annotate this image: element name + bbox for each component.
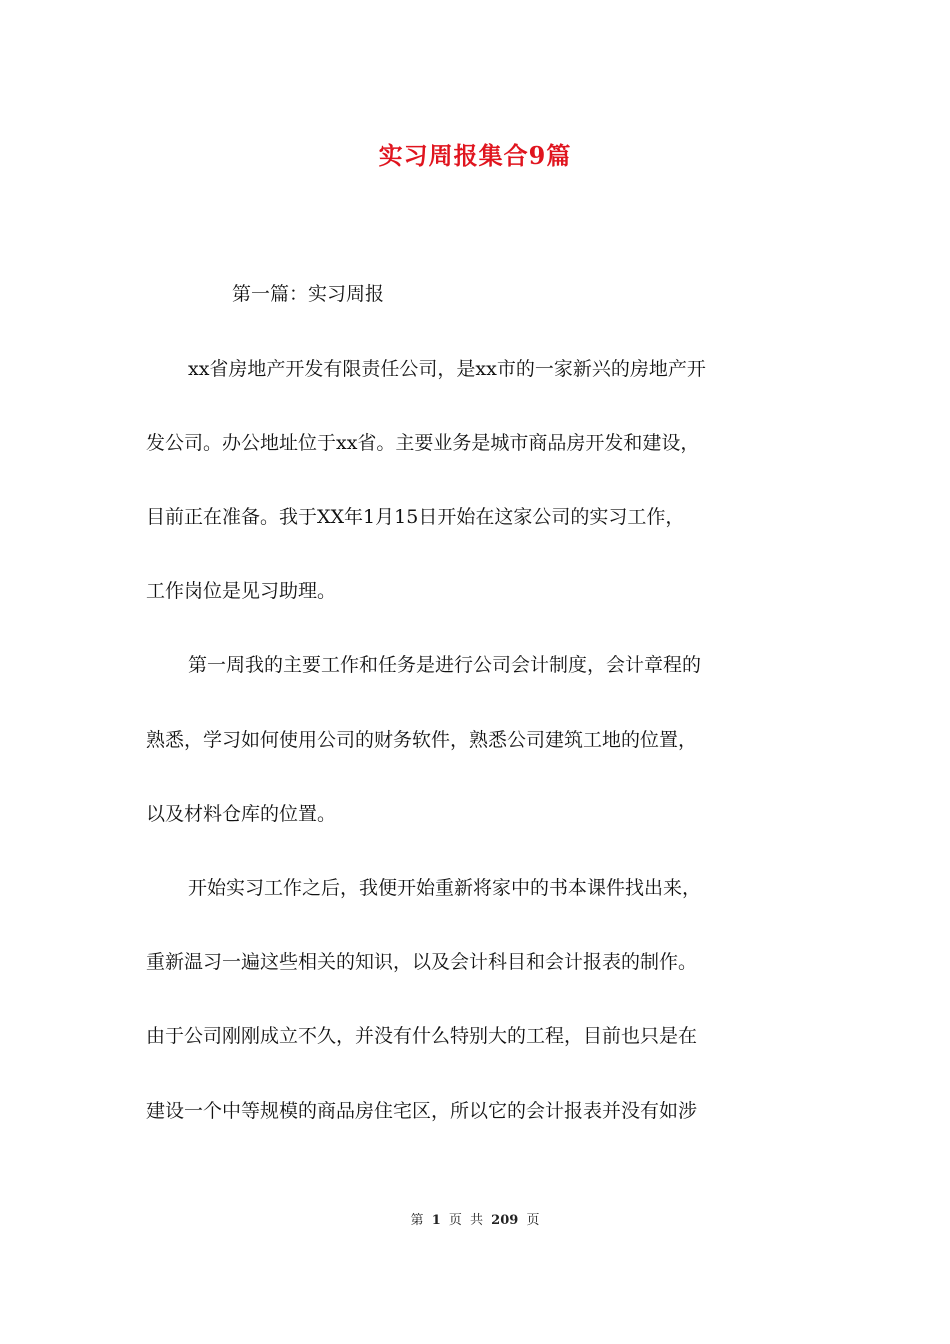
- footer-middle: 页 共: [448, 1213, 484, 1228]
- paragraph-line: 工作岗位是见习助理。: [146, 580, 337, 602]
- footer-suffix: 页: [526, 1213, 540, 1228]
- paragraph-line: xx省房地产开发有限责任公司，是xx市的一家新兴的房地产开: [188, 358, 706, 380]
- paragraph-line: 以及材料仓库的位置。: [146, 803, 337, 825]
- paragraph-line: 重新温习一遍这些相关的知识，以及会计科目和会计报表的制作。: [146, 951, 698, 973]
- page-footer: [0, 1209, 950, 1228]
- section-heading: 第一篇：实习周报: [232, 283, 385, 305]
- paragraph-line: 发公司。办公地址位于xx省。主要业务是城市商品房开发和建设，: [146, 432, 700, 454]
- paragraph-line: 建设一个中等规模的商品房住宅区，所以它的会计报表并没有如涉: [146, 1100, 698, 1122]
- paragraph-line: 目前正在准备。我于XX年1月15日开始在这家公司的实习工作，: [146, 506, 685, 528]
- paragraph-line: 开始实习工作之后，我便开始重新将家中的书本课件找出来，: [188, 877, 702, 899]
- paragraph-line: 第一周我的主要工作和任务是进行公司会计制度，会计章程的: [188, 654, 702, 676]
- document-title: 实习周报集合9篇: [378, 141, 572, 170]
- paragraph-line: 熟悉，学习如何使用公司的财务软件，熟悉公司建筑工地的位置，: [146, 729, 698, 751]
- paragraph-line: 由于公司刚刚成立不久，并没有什么特别大的工程，目前也只是在: [146, 1025, 698, 1047]
- footer-total-pages: 209: [491, 1213, 519, 1228]
- footer-current-page: 1: [431, 1213, 441, 1228]
- footer-prefix: 第: [410, 1213, 424, 1228]
